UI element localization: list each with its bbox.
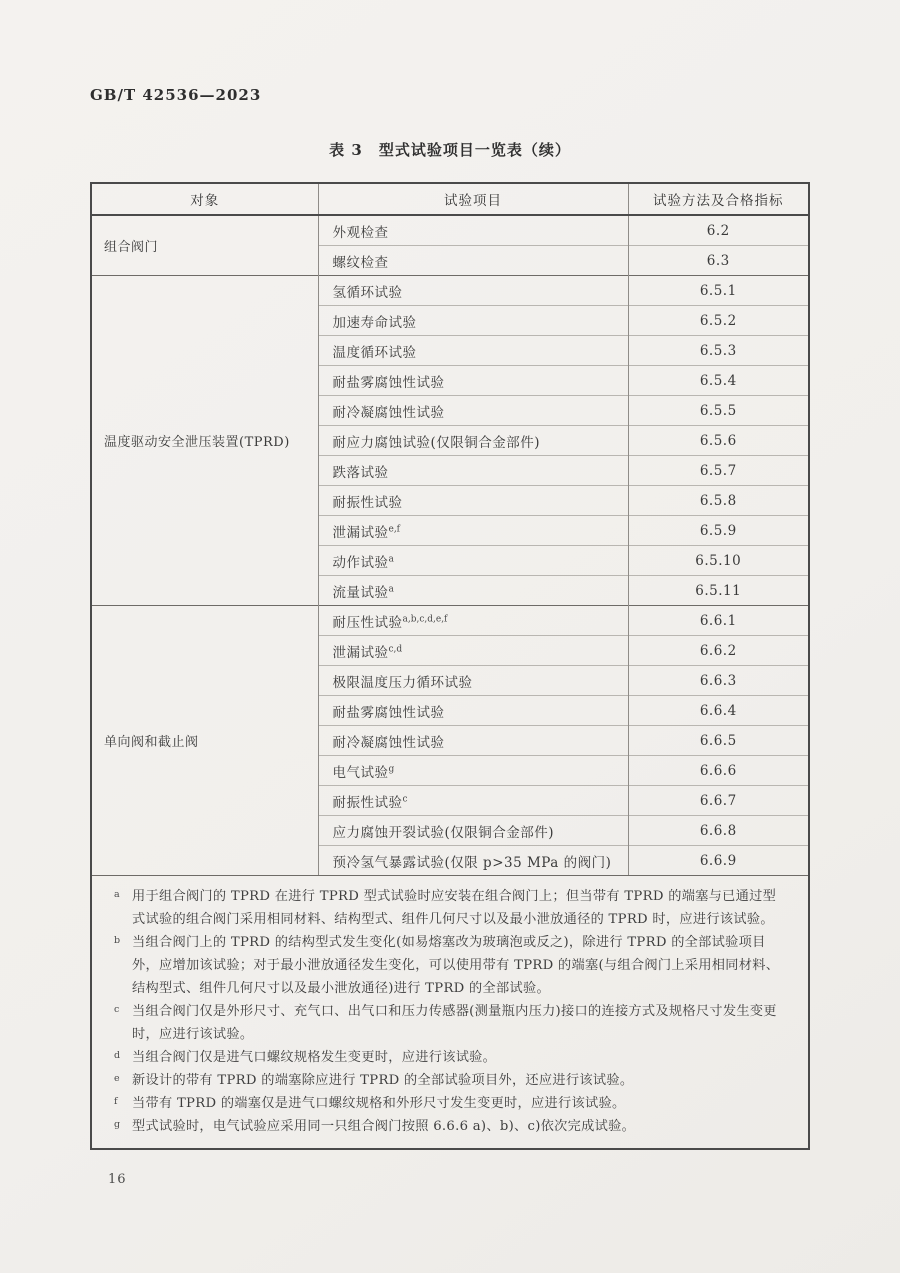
test-item-label: 耐应力腐蚀试验(仅限铜合金部件) (332, 434, 541, 451)
test-item-cell (318, 816, 628, 846)
test-item-cell (318, 276, 628, 306)
test-item-label: 耐冷凝腐蚀性试验 (332, 734, 445, 751)
footnote-ref: c,d (388, 644, 403, 654)
footnote-mark: e (114, 1073, 120, 1084)
standard-code: GB/T 42536—2023 (90, 86, 262, 104)
test-item-cell (318, 606, 628, 636)
method-cell: 6.5.2 (628, 306, 808, 336)
method-cell: 6.6.3 (628, 666, 808, 696)
footnote-mark: d (114, 1050, 121, 1061)
footnote-ref: a,b,c,d,e,f (402, 614, 448, 624)
footnotes-block (92, 875, 808, 1148)
test-item-cell (318, 576, 628, 606)
method-cell: 6.6.8 (628, 816, 808, 846)
footnote (110, 1069, 786, 1092)
test-item-label: 螺纹检查 (332, 254, 389, 271)
test-item-cell (318, 846, 628, 876)
table-row (92, 606, 808, 636)
method-cell: 6.5.6 (628, 426, 808, 456)
footnote-mark: f (114, 1096, 118, 1107)
footnote-mark: b (114, 935, 121, 946)
method-cell: 6.3 (628, 246, 808, 276)
method-cell: 6.5.4 (628, 366, 808, 396)
test-item-cell (318, 246, 628, 276)
method-cell: 6.6.5 (628, 726, 808, 756)
column-header-test-item: 试验项目 (318, 184, 628, 215)
object-cell: 温度驱动安全泄压装置(TPRD) (92, 276, 318, 606)
footnote (110, 1000, 786, 1046)
footnote-ref: g (388, 764, 395, 774)
method-cell: 6.6.7 (628, 786, 808, 816)
footnote-text: 新设计的带有 TPRD 的端塞除应进行 TPRD 的全部试验项目外，还应进行该试验。 (132, 1073, 634, 1088)
table-frame (90, 182, 810, 1150)
footnote (110, 1092, 786, 1115)
footnote (110, 1046, 786, 1069)
test-item-cell (318, 756, 628, 786)
page-number: 16 (108, 1172, 127, 1187)
column-header-object: 对象 (92, 184, 318, 215)
method-cell: 6.6.4 (628, 696, 808, 726)
test-item-label: 耐振性试验 (332, 494, 403, 511)
footnote-ref: e,f (388, 524, 401, 534)
method-cell: 6.5.5 (628, 396, 808, 426)
method-cell: 6.5.10 (628, 546, 808, 576)
test-item-cell (318, 215, 628, 246)
footnote-text: 当组合阀门上的 TPRD 的结构型式发生变化(如易熔塞改为玻璃泡或反之)，除进行 TPRD 的全部试验项目外，应增加该试验；对于最小泄放通径发生变化，可以使用带有 TPRD 的端塞(与组合阀门上采用相同材料、结构型式、组件几何尺寸以及最小泄放通径)进行 TPRD 的全部试验。 (132, 935, 780, 996)
method-cell: 6.5.1 (628, 276, 808, 306)
test-item-label: 应力腐蚀开裂试验(仅限铜合金部件) (332, 824, 555, 841)
object-cell: 组合阀门 (92, 215, 318, 276)
test-item-cell (318, 456, 628, 486)
footnote-ref: c (402, 794, 408, 804)
method-cell: 6.6.9 (628, 846, 808, 876)
test-item-cell (318, 636, 628, 666)
test-item-label: 动作试验 (332, 554, 389, 571)
footnote-text: 用于组合阀门的 TPRD 在进行 TPRD 型式试验时应安装在组合阀门上；但当带有 TPRD 的端塞与已通过型式试验的组合阀门采用相同材料、结构型式、组件几何尺寸以及最小泄放通径的 TPRD 时，应进行该试验。 (132, 889, 777, 927)
method-cell: 6.6.2 (628, 636, 808, 666)
test-item-cell (318, 426, 628, 456)
test-item-label: 流量试验 (332, 584, 389, 601)
method-cell: 6.5.11 (628, 576, 808, 606)
method-cell: 6.6.6 (628, 756, 808, 786)
method-cell: 6.6.1 (628, 606, 808, 636)
footnote-ref: a (388, 554, 394, 564)
table-title: 表 3 型式试验项目一览表（续） (329, 141, 571, 159)
table-row (92, 215, 808, 246)
test-item-cell (318, 786, 628, 816)
test-item-cell (318, 516, 628, 546)
test-item-label: 氢循环试验 (332, 284, 403, 301)
footnote-mark: c (114, 1004, 120, 1015)
test-item-cell (318, 336, 628, 366)
footnote-text: 当组合阀门仅是外形尺寸、充气口、出气口和压力传感器(测量瓶内压力)接口的连接方式及规格尺寸发生变更时，应进行该试验。 (132, 1004, 777, 1042)
footnote (110, 885, 786, 931)
table-row (92, 276, 808, 306)
method-cell: 6.5.3 (628, 336, 808, 366)
test-item-cell (318, 306, 628, 336)
method-cell: 6.5.7 (628, 456, 808, 486)
test-item-cell (318, 396, 628, 426)
test-item-label: 极限温度压力循环试验 (332, 674, 473, 691)
test-item-label: 外观检查 (332, 224, 389, 241)
object-cell: 单向阀和截止阀 (92, 606, 318, 876)
footnote-mark: g (114, 1119, 121, 1130)
test-item-cell (318, 726, 628, 756)
footnote-ref: a (388, 584, 394, 594)
footnote-text: 型式试验时，电气试验应采用同一只组合阀门按照 6.6.6 a)、b)、c)依次完成试验。 (132, 1119, 636, 1134)
column-header-method: 试验方法及合格指标 (628, 184, 808, 215)
footnote (110, 931, 786, 1000)
test-item-label: 温度循环试验 (332, 344, 417, 361)
test-item-label: 电气试验 (332, 764, 389, 781)
footnote-mark: a (114, 889, 120, 900)
type-test-table (92, 184, 808, 875)
test-item-label: 耐盐雾腐蚀性试验 (332, 704, 445, 721)
test-item-cell (318, 666, 628, 696)
test-item-cell (318, 696, 628, 726)
test-item-label: 跌落试验 (332, 464, 389, 481)
test-item-cell (318, 486, 628, 516)
test-item-label: 耐振性试验 (332, 794, 403, 811)
test-item-label: 耐压性试验 (332, 614, 403, 631)
test-item-label: 泄漏试验 (332, 524, 389, 541)
footnote-text: 当组合阀门仅是进气口螺纹规格发生变更时，应进行该试验。 (132, 1050, 497, 1065)
test-item-label: 泄漏试验 (332, 644, 389, 661)
test-item-label: 加速寿命试验 (332, 314, 417, 331)
test-item-cell (318, 366, 628, 396)
method-cell: 6.5.9 (628, 516, 808, 546)
test-item-label: 耐盐雾腐蚀性试验 (332, 374, 445, 391)
footnote-text: 当带有 TPRD 的端塞仅是进气口螺纹规格和外形尺寸发生变更时，应进行该试验。 (132, 1096, 626, 1111)
test-item-label: 耐冷凝腐蚀性试验 (332, 404, 445, 421)
method-cell: 6.5.8 (628, 486, 808, 516)
table-header-row (92, 184, 808, 215)
footnote (110, 1115, 786, 1138)
method-cell: 6.2 (706, 222, 730, 239)
test-item-label: 预冷氢气暴露试验(仅限 p>35 MPa 的阀门) (332, 854, 612, 871)
test-item-cell (318, 546, 628, 576)
